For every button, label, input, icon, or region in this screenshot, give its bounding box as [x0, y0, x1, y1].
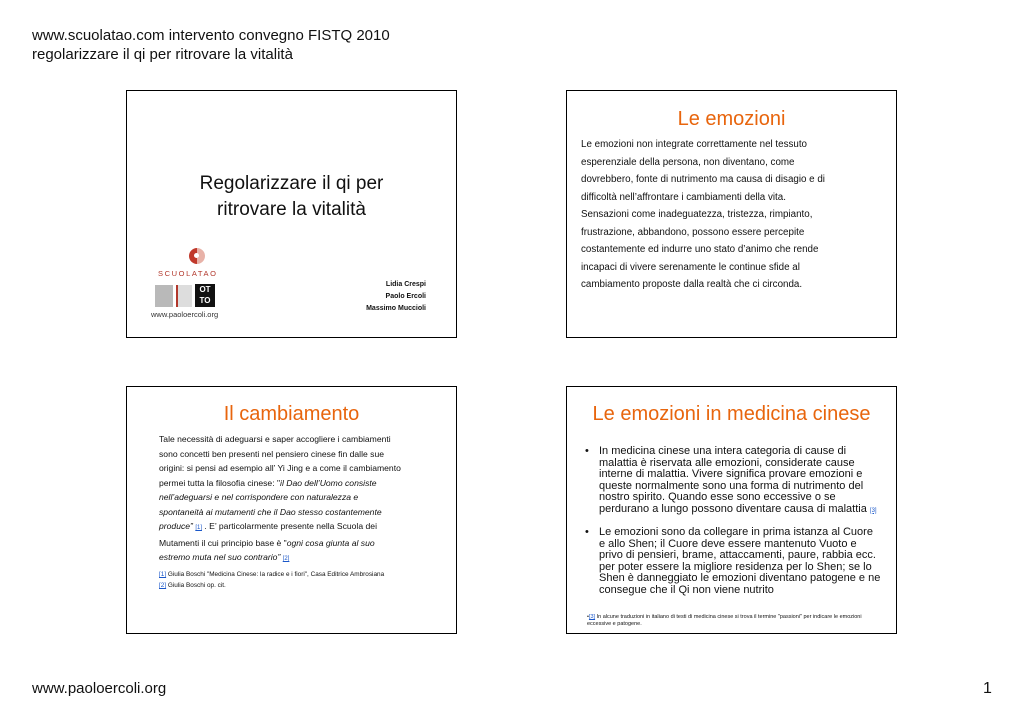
oto-logo: OT TO [195, 284, 215, 307]
footnote-link-1[interactable]: [1] [195, 525, 202, 531]
body-line: cambiamento proposte dalla realtà che ci circonda. [581, 279, 803, 290]
body-line: frustrazione, abbandono, possono essere percepite [581, 226, 805, 238]
footnote-text: Giulia Boschi "Medicina Cinese: la radice e i fiori", Casa Editrice Ambrosiana [166, 571, 385, 578]
author-list [366, 279, 426, 315]
quote-text: produce” [159, 521, 193, 531]
bullet-item [585, 527, 882, 596]
bullet-icon: • [585, 526, 589, 538]
slide-4-title: Le emozioni in medicina cinese [592, 403, 871, 425]
slide-cambiamento [126, 386, 457, 634]
footnote [159, 569, 384, 580]
logo-url: www.paoloercoli.org [151, 310, 219, 319]
bullet-body: In medicina cinese una intera categoria di cause di malattia è riservata alle emozioni, considerate cause interne di malattia. Vivere significa provare emozioni e queste normalmente sono una forma di nutrimento del nostro spirito. Quando esse sono eccessive o se perdurano a lungo possono diventare causa di malattia [599, 445, 867, 515]
quote-text: il Dao dell’Uomo consiste [280, 477, 377, 488]
slide-1-title-line-1: Regolarizzare il qi per [199, 173, 384, 194]
slide-2-body [581, 136, 878, 294]
body-line: dovrebbero, fonte di nutrimento ma causa di disagio e di [581, 174, 825, 185]
body-line: esperenziale della persona, non diventano, come [581, 156, 795, 168]
slide-emozioni-medicina-cinese [566, 386, 897, 634]
slide-2-title: Le emozioni [677, 108, 786, 130]
footnote-link-2[interactable]: [2] [282, 556, 290, 562]
body-line: difficoltà nell’affrontare i cambiamenti della vita. [581, 191, 786, 203]
author-name: Lidia Crespi [385, 281, 426, 288]
footnote [159, 580, 384, 591]
footnote-ref-2[interactable]: [2] [159, 582, 167, 589]
bullet-icon: • [585, 445, 589, 457]
footnote-link-3[interactable]: [3] [869, 507, 877, 514]
author-name: Paolo Ercoli [385, 293, 426, 300]
bullet-text: Le emozioni sono da collegare in prima istanza al Cuore e allo Shen; il Cuore deve essere mantenuto Vuoto e privo di pensieri, brame, attaccamenti, paure, rabbia ecc. per poter essere la migliore residenza per lo Shen; se lo Shen è danneggiato le emozioni diventano patogene e ne consegue che il Qi non viene nutrito [599, 526, 881, 596]
quote-text: ogni cosa giunta al suo [286, 537, 375, 548]
slide-1-title [127, 171, 456, 223]
footnote-text: Giulia Boschi op. cit. [166, 582, 226, 589]
header-line-1: www.scuolatao.com intervento convegno FISTQ 2010 [32, 27, 390, 44]
body-line [159, 550, 436, 567]
body-line: origini: si pensi ad esempio all’ Yi Jing e a come il cambiamento [159, 463, 401, 473]
body-text: permei tutta la filosofia cinese: " [159, 477, 281, 488]
body-line: Tale necessità di adeguarsi e saper accogliere i cambiamenti [159, 434, 391, 444]
slide-3-title: Il cambiamento [223, 403, 360, 425]
yin-yang-icon [189, 248, 205, 264]
page-number: 1 [983, 680, 992, 697]
author-name: Massimo Muccioli [366, 305, 426, 312]
body-line: costantemente ed indurre uno stato d’animo che rende [581, 244, 819, 255]
scuolatao-logo [153, 244, 223, 324]
slide-title [126, 90, 457, 338]
body-line [159, 505, 436, 520]
bullet-text [599, 446, 882, 517]
slide-3-footnotes [159, 569, 384, 591]
body-line [159, 490, 436, 505]
tree-icon [176, 285, 192, 307]
footer-url: www.paoloercoli.org [32, 680, 167, 697]
slide-4-footnote: •[3] In alcune traduzioni in italiano di testi di medicina cinese si trova il termine "passioni" per indicare le emozioni eccessive e patogene. [587, 614, 862, 627]
body-line: sono concetti ben presenti nel pensiero cinese fin dalle sue [159, 448, 385, 459]
header-line-2: regolarizzare il qi per ritrovare la vitalità [32, 46, 293, 63]
logo-text-block [155, 285, 173, 307]
slide-3-body [159, 432, 436, 567]
logo-brand: SCUOLATAO [158, 269, 218, 278]
slide-1-title-line-2: ritrovare la vitalità [217, 199, 366, 220]
body-line [159, 519, 436, 536]
footnote-text: In alcune traduzioni in italiano di testi di medicina cinese si trova il termine "passioni" per indicare le emozioni eccessive e patogene. [587, 614, 862, 627]
bullet-item [585, 446, 882, 517]
body-text: Mutamenti il cui principio base è " [159, 537, 287, 548]
body-line: incapaci di vivere serenamente le continue sfide al [581, 261, 800, 273]
body-line: Le emozioni non integrate correttamente nel tessuto [581, 139, 808, 150]
quote-text: spontaneità ai mutamenti che il Dao stesso costantemente [159, 506, 382, 517]
body-line [159, 536, 436, 551]
quote-text: estremo muta nel suo contrario” [159, 552, 281, 562]
body-line [159, 476, 436, 491]
body-text: . E’ particolarmente presente nella Scuola dei [201, 521, 377, 531]
footnote-ref-3[interactable]: [3] [588, 614, 596, 620]
body-line: Sensazioni come inadeguatezza, tristezza, rimpianto, [581, 209, 813, 220]
footnote-ref-1[interactable]: [1] [159, 571, 167, 578]
slide-emozioni [566, 90, 897, 338]
quote-text: nell’adeguarsi e nel corrispondere con naturalezza e [159, 492, 359, 502]
page-header [32, 26, 390, 64]
